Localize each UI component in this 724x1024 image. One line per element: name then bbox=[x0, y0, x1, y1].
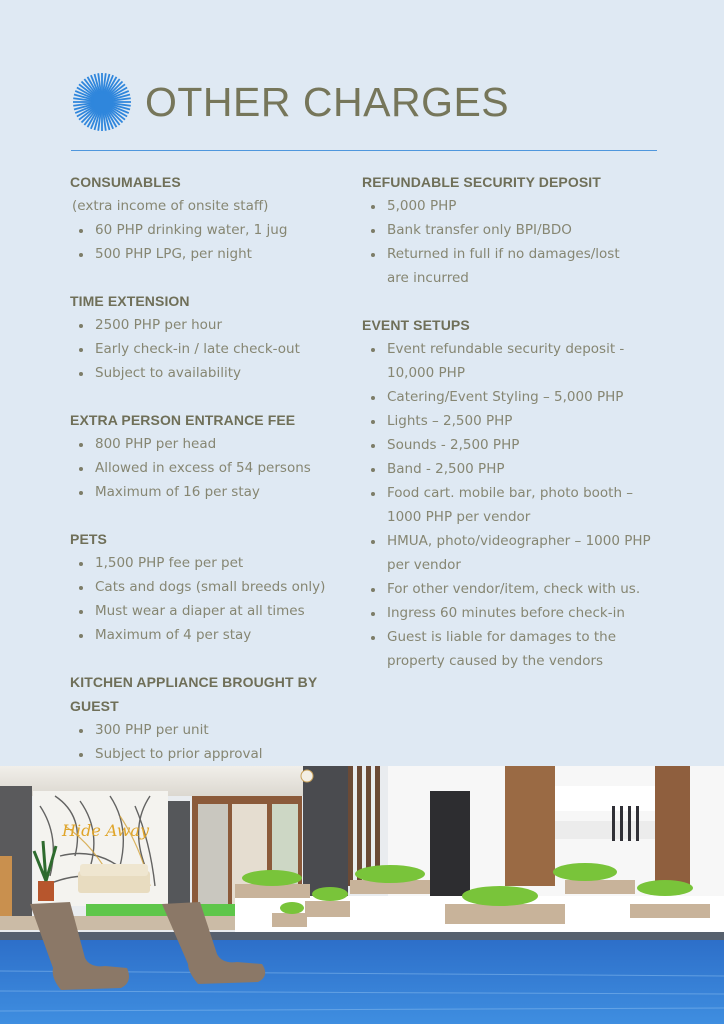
list-item: Cats and dogs (small breeds only) bbox=[70, 575, 360, 599]
section-extra-person bbox=[70, 408, 360, 504]
section-security-deposit bbox=[362, 170, 662, 290]
list-item: 1,500 PHP fee per pet bbox=[70, 551, 360, 575]
list-item: Ingress 60 minutes before check-in bbox=[362, 601, 652, 625]
list-item: Lights – 2,500 PHP bbox=[362, 409, 652, 433]
list-item: For other vendor/item, check with us. bbox=[362, 577, 652, 601]
bullet-list bbox=[362, 194, 632, 290]
list-item: Subject to availability bbox=[70, 361, 360, 385]
sunburst-icon bbox=[72, 72, 132, 132]
section-time-extension bbox=[70, 289, 360, 385]
list-item: Food cart. mobile bar, photo booth – 1000 PHP per vendor bbox=[362, 481, 652, 529]
bullet-list bbox=[70, 718, 360, 766]
list-item: Event refundable security deposit - 10,000 PHP bbox=[362, 337, 652, 385]
list-item: 300 PHP per unit bbox=[70, 718, 360, 742]
section-event-setups bbox=[362, 313, 662, 673]
list-item: Guest is liable for damages to the property caused by the vendors bbox=[362, 625, 652, 673]
section-heading: EVENT SETUPS bbox=[362, 317, 470, 333]
section-note: (extra income of onsite staff) bbox=[72, 198, 269, 214]
list-item: Band - 2,500 PHP bbox=[362, 457, 652, 481]
list-item: Maximum of 4 per stay bbox=[70, 623, 360, 647]
bullet-list bbox=[70, 432, 360, 504]
list-item: 5,000 PHP bbox=[362, 194, 632, 218]
list-item: 2500 PHP per hour bbox=[70, 313, 360, 337]
list-item: HMUA, photo/videographer – 1000 PHP per vendor bbox=[362, 529, 652, 577]
list-item: Returned in full if no damages/lost are incurred bbox=[362, 242, 632, 290]
list-item: Must wear a diaper at all times bbox=[70, 599, 360, 623]
left-column bbox=[70, 170, 360, 766]
list-item: Subject to prior approval bbox=[70, 742, 360, 766]
section-heading: PETS bbox=[70, 531, 107, 547]
section-heading: TIME EXTENSION bbox=[70, 293, 190, 309]
list-item: Catering/Event Styling – 5,000 PHP bbox=[362, 385, 652, 409]
section-heading: EXTRA PERSON ENTRANCE FEE bbox=[70, 412, 296, 428]
bullet-list bbox=[70, 551, 360, 647]
section-heading: REFUNDABLE SECURITY DEPOSIT bbox=[362, 174, 601, 190]
right-column bbox=[362, 170, 662, 673]
hide-away-sign: Hide Away bbox=[62, 821, 149, 840]
section-heading: KITCHEN APPLIANCE BROUGHT BY GUEST bbox=[70, 674, 318, 714]
page-title: OTHER CHARGES bbox=[145, 79, 510, 125]
list-item: Sounds - 2,500 PHP bbox=[362, 433, 652, 457]
list-item: 60 PHP drinking water, 1 jug bbox=[70, 218, 360, 242]
section-consumables bbox=[70, 170, 360, 266]
list-item: 800 PHP per head bbox=[70, 432, 360, 456]
list-item: Bank transfer only BPI/BDO bbox=[362, 218, 632, 242]
section-kitchen-appliance bbox=[70, 670, 360, 766]
list-item: Maximum of 16 per stay bbox=[70, 480, 360, 504]
section-pets bbox=[70, 527, 360, 647]
bullet-list bbox=[70, 218, 360, 266]
bullet-list bbox=[362, 337, 652, 673]
pool-photo-illustration bbox=[0, 766, 724, 1024]
list-item: 500 PHP LPG, per night bbox=[70, 242, 360, 266]
pool-photo bbox=[0, 766, 724, 1024]
section-heading: CONSUMABLES bbox=[70, 174, 181, 190]
bullet-list bbox=[70, 313, 360, 385]
header-divider bbox=[71, 150, 657, 151]
list-item: Allowed in excess of 54 persons bbox=[70, 456, 360, 480]
list-item: Early check-in / late check-out bbox=[70, 337, 360, 361]
